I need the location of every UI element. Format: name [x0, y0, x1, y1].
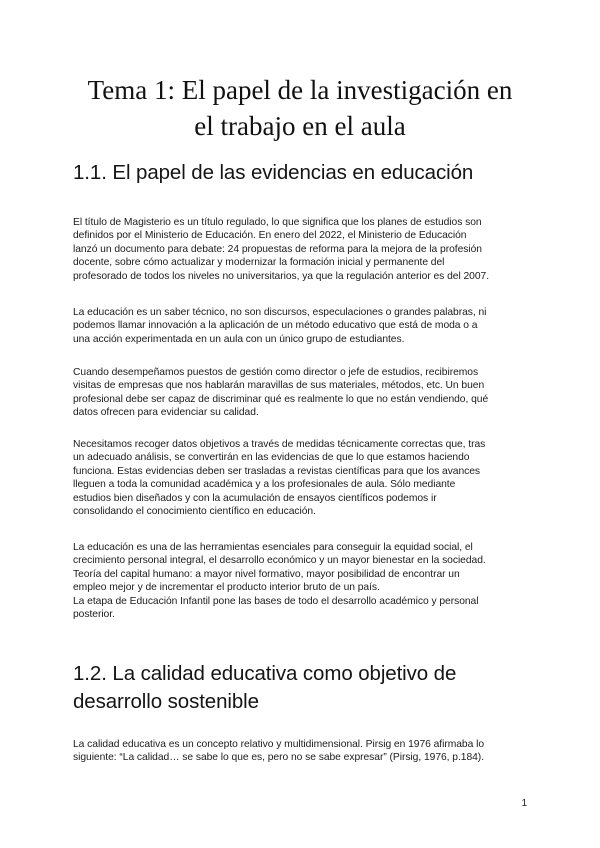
paragraph-saber-tecnico: La educación es un saber técnico, no son discursos, especulaciones o grandes palabras, ni podemos llamar innovación a la aplicación de un método educativo que está de moda o a una acción experimentada en un aula con un único grupo de estudiantes.: [73, 307, 487, 345]
paragraph-calidad-educativa: La calidad educativa es un concepto relativo y multidimensional. Pirsig en 1976 afirmaba lo siguiente: “La calidad… se sabe lo que es, pero no se sabe expresar” (Pirsig, 1976, p.184).: [73, 739, 485, 764]
paragraph-equidad-social: La educación es una de las herramientas esenciales para conseguir la equidad social, el crecimiento personal integral, el desarrollo económico y un mayor bienestar en la sociedad. Teoría del capital humano: a mayor nivel formativo, mayor posibilidad de encontrar un empleo mejor y de incrementar el producto interior bruto de un país. La etapa de Educación Infantil pone las bases de todo el desarrollo académico y personal posterior.: [73, 542, 486, 621]
paragraph-gestion: Cuando desempeñamos puestos de gestión como director o jefe de estudios, recibiremos visitas de empresas que nos hablarán maravillas de sus materiales, métodos, etc. Un buen profesional debe ser capaz de discriminar qué es realmente lo que no están vendiendo, qué datos ofrecen para evidenciar su calidad.: [73, 367, 489, 419]
page-number: 1: [521, 798, 527, 809]
document-title: Tema 1: El papel de la investigación en el trabajo en el aula: [87, 75, 513, 141]
section-heading-1-2: 1.2. La calidad educativa como objetivo de desarrollo sostenible: [73, 662, 457, 713]
section-heading-1-1: 1.1. El papel de las evidencias en educación: [73, 161, 474, 184]
paragraph-magisterio: El título de Magisterio es un título regulado, lo que significa que los planes de estudios son definidos por el Ministerio de Educación. En enero del 2022, el Ministerio de Educación lanzó un documento para debate: 24 propuestas de reforma para la mejora de la profesión docente, sobre cómo actualizar y modernizar la formación inicial y permanente del profesorado de todos los niveles no universitarios, ya que la regulación anterior es del 2007.: [73, 217, 490, 282]
paragraph-datos-objetivos: Necesitamos recoger datos objetivos a través de medidas técnicamente correctas que, tras un adecuado análisis, se convertirán en las evidencias de que lo que estamos haciendo funciona. Estas evidencias deben ser trasladas a revistas científicas para que los avances lleguen a toda la comunidad académica y a los profesionales de aula. Sólo mediante estudios bien diseñados y con la acumulación de ensayos científicos podemos ir consolidando el conocimiento científico en educación.: [73, 439, 486, 518]
